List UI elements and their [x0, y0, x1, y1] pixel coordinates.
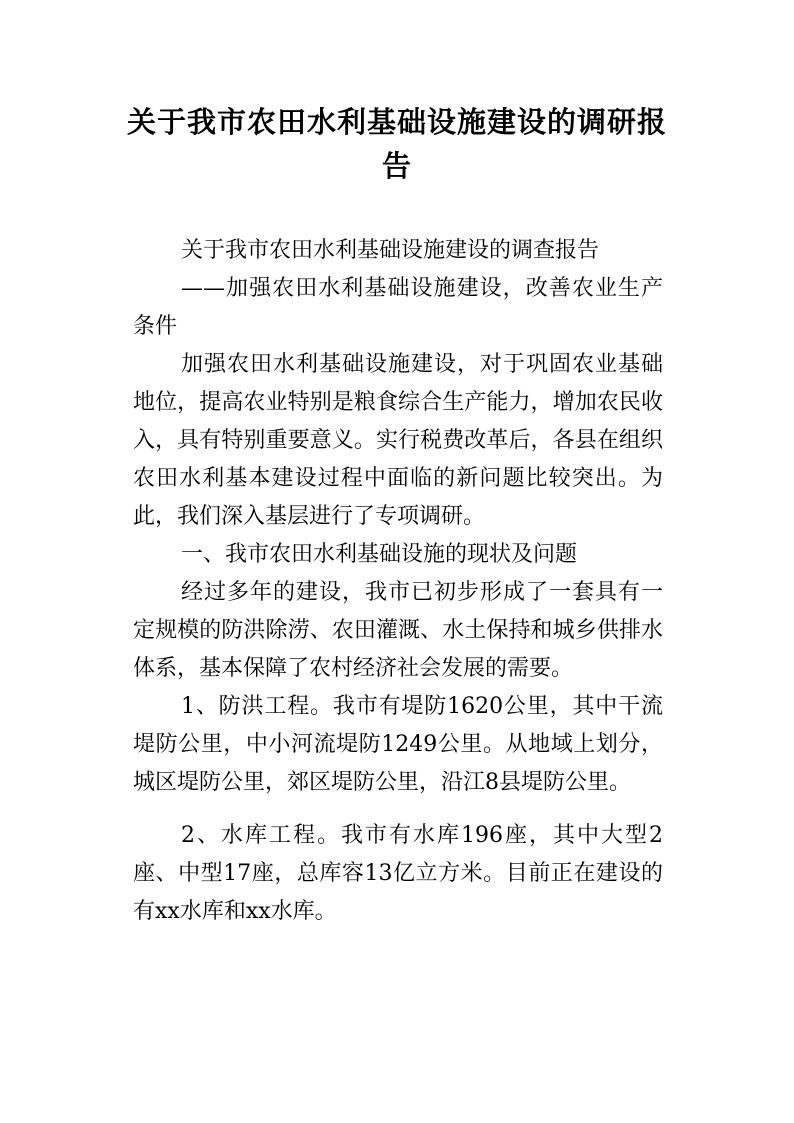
document-title: 关于我市农田水利基础设施建设的调研报告: [126, 105, 667, 183]
section-heading-status: 一、我市农田水利基础设施的现状及问题: [181, 542, 578, 567]
paragraph-introduction: 加强农田水利基础设施建设，对于巩固农业基础地位，提高农业特别是粮食综合生产能力，增加农民收入，具有特别重要意义。实行税费改革后，各县在组织农田水利基本建设过程中面临的新问题比较突出。为此，我们深入基层进行了专项调研。: [133, 352, 663, 529]
paragraph-subtitle: ——加强农田水利基础设施建设，改善农业生产条件: [133, 276, 663, 339]
paragraph-overview: 经过多年的建设，我市已初步形成了一套具有一定规模的防洪除涝、农田灌溉、水土保持和城乡供排水体系，基本保障了农村经济社会发展的需要。: [133, 580, 663, 681]
paragraph-flood-control: 1、防洪工程。我市有堤防1620公里，其中干流堤防公里，中小河流堤防1249公里。从地域上划分，城区堤防公里，郊区堤防公里，沿江8县堤防公里。: [133, 694, 663, 795]
paragraph-reservoirs: 2、水库工程。我市有水库196座，其中大型2座、中型17座，总库容13亿立方米。目前正在建设的有xx水库和xx水库。: [133, 823, 663, 924]
paragraph-report-subject: 关于我市农田水利基础设施建设的调查报告: [181, 238, 600, 263]
document-body: [133, 232, 663, 931]
